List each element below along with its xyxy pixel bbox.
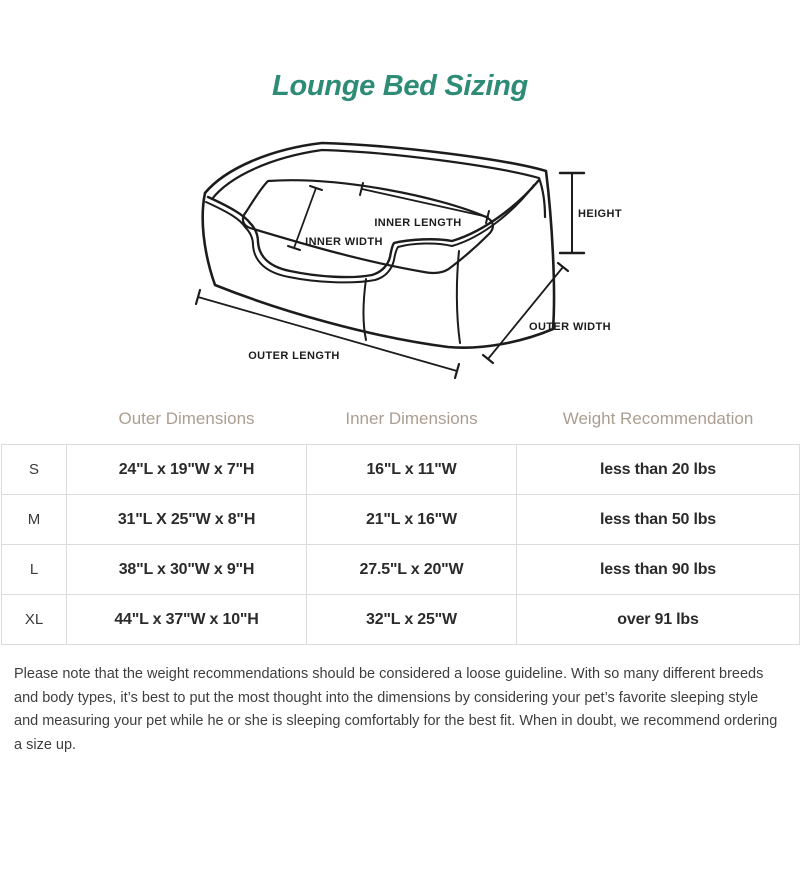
outer-length-dimension-line <box>196 290 459 378</box>
height-label: HEIGHT <box>578 208 622 220</box>
inner-length-label: INNER LENGTH <box>374 217 462 229</box>
inner-dimensions-cell: 21"L x 16"W <box>307 495 517 545</box>
sizing-guide-page <box>0 70 800 758</box>
inner-dimensions-cell: 27.5"L x 20"W <box>307 545 517 595</box>
inner-dimensions-header: Inner Dimensions <box>345 409 478 428</box>
inner-dimensions-cell: 16"L x 11"W <box>307 445 517 495</box>
weight-recommendation-cell: less than 20 lbs <box>517 445 800 495</box>
table-row-size-l <box>2 545 800 595</box>
table-row-size-m <box>2 495 800 545</box>
outer-dimensions-cell: 31"L X 25"W x 8"H <box>67 495 307 545</box>
sizing-table-header-row <box>2 401 800 445</box>
outer-width-dimension-line <box>483 263 568 363</box>
inner-width-label: INNER WIDTH <box>305 236 383 248</box>
weight-recommendation-cell: over 91 lbs <box>517 595 800 645</box>
size-cell: S <box>2 445 67 495</box>
outer-dimensions-cell: 44"L x 37"W x 10"H <box>67 595 307 645</box>
outer-dimensions-cell: 24"L x 19"W x 7"H <box>67 445 307 495</box>
outer-length-label: OUTER LENGTH <box>248 350 340 362</box>
size-cell: L <box>2 545 67 595</box>
outer-dimensions-cell: 38"L x 30"W x 9"H <box>67 545 307 595</box>
weight-recommendation-header: Weight Recommendation <box>562 409 754 428</box>
bed-diagram-container <box>0 129 800 391</box>
sizing-disclaimer: Please note that the weight recommendations should be considered a loose guideline. With so many different breeds and body types, it’s best to put the most thought into the dimensions by considering your pet’s favorite sleeping style and measuring your pet while he or she is sleeping comfortably for the best fit. When in doubt, we recommend ordering a size up. <box>14 666 778 753</box>
weight-recommendation-cell: less than 50 lbs <box>517 495 800 545</box>
size-cell: M <box>2 495 67 545</box>
table-row-size-xl <box>2 595 800 645</box>
table-row-size-s <box>2 445 800 495</box>
weight-recommendation-cell: less than 90 lbs <box>517 545 800 595</box>
lounge-bed-diagram <box>0 129 800 391</box>
sizing-table <box>1 401 800 645</box>
outer-width-label: OUTER WIDTH <box>528 321 612 333</box>
outer-dimensions-header: Outer Dimensions <box>118 409 255 428</box>
inner-dimensions-cell: 32"L x 25"W <box>307 595 517 645</box>
seam-line-front-right <box>457 251 460 343</box>
size-column-header-spacer <box>2 401 67 445</box>
size-cell: XL <box>2 595 67 645</box>
page-title: Lounge Bed Sizing <box>272 70 528 102</box>
